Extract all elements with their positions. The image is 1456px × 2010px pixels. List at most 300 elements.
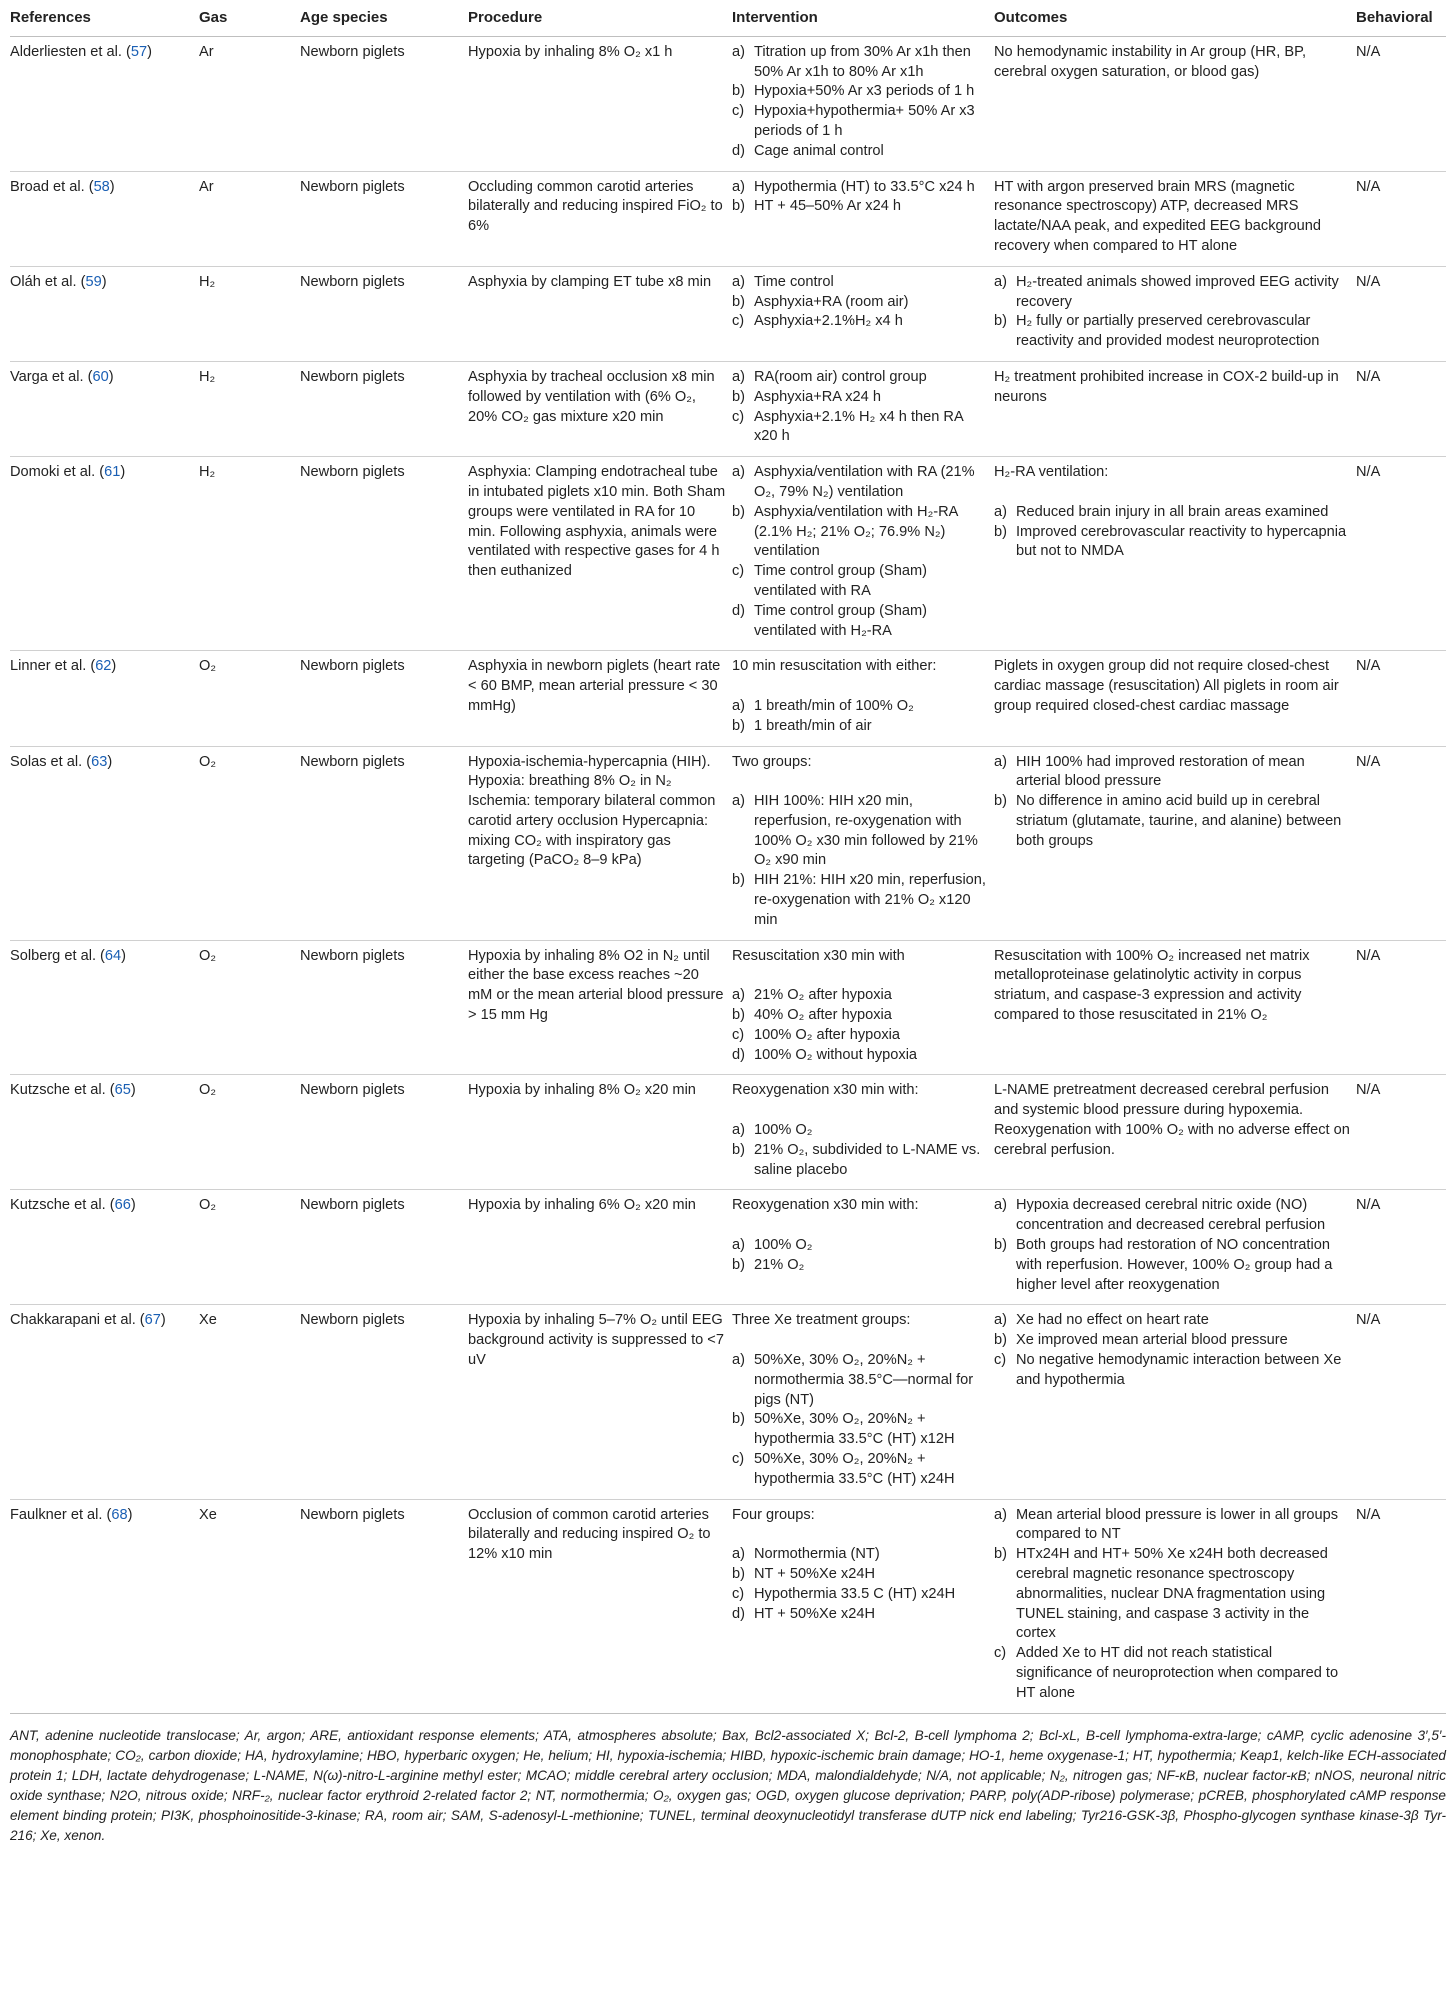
intervention-item-text: 21% O₂ after hypoxia — [754, 987, 892, 1004]
item-letter: b) — [994, 1332, 1007, 1349]
cell-reference: Kutzsche et al. (66) — [10, 1190, 199, 1305]
cell-gas: O₂ — [199, 651, 300, 746]
intervention-intro: Reoxygenation x30 min with: — [732, 1197, 919, 1214]
cell-procedure: Hypoxia by inhaling 8% O₂ x1 h — [468, 36, 732, 171]
cell-reference: Oláh et al. (59) — [10, 266, 199, 361]
header-intervention: Intervention — [732, 0, 994, 36]
cell-reference: Varga et al. (60) — [10, 361, 199, 456]
cell-intervention — [732, 651, 994, 746]
cell-intervention — [732, 746, 994, 940]
outcome-item — [994, 1351, 1350, 1391]
item-letter: a) — [994, 1312, 1007, 1329]
outcome-item-text: Xe had no effect on heart rate — [1016, 1312, 1209, 1329]
outcome-item — [994, 1196, 1350, 1236]
spacer — [732, 966, 988, 986]
intervention-item — [732, 503, 988, 562]
outcome-item — [994, 1311, 1350, 1331]
item-letter: a) — [732, 1237, 745, 1254]
outcome-list — [994, 1196, 1350, 1295]
intervention-item-text: Hypothermia 33.5 C (HT) x24H — [754, 1585, 956, 1602]
intervention-item-text: Asphyxia+2.1%H₂ x4 h — [754, 313, 903, 330]
cell-intervention — [732, 266, 994, 361]
citation-link[interactable]: 64 — [104, 947, 122, 964]
intervention-item-text: 1 breath/min of 100% O₂ — [754, 697, 914, 714]
cell-intervention — [732, 940, 994, 1075]
reference-author: Kutzsche et al. — [10, 1197, 106, 1214]
spacer — [732, 1525, 988, 1545]
intervention-list — [732, 986, 988, 1065]
item-letter: b) — [732, 388, 745, 405]
item-letter: c) — [732, 103, 745, 120]
item-letter: a) — [732, 697, 745, 714]
cell-age-species: Newborn piglets — [300, 651, 468, 746]
citation-link[interactable]: 62 — [95, 658, 112, 675]
header-gas: Gas — [199, 0, 300, 36]
table-footnote: ANT, adenine nucleotide translocase; Ar, argon; ARE, antioxidant response elements; ATA, atmospheres absolute; Bax, Bcl2-associated X; Bcl-2, B-cell lymphoma 2; Bcl-xL, B-cell lymphoma-extra-large; cAMP, cyclic adenosine 3′,5′-monophosphate; CO₂, carbon dioxide; HA, hydroxylamine; HBO, hyperbaric oxygen; He, helium; HI, hypoxia-ischemia; HIBD, hypoxic-ischemic brain damage; HO-1, heme oxygenase-1; HT, hypothermia; Keap1, kelch-like ECH-associated protein 1; LDH, lactate dehydrogenase; L-NAME, N(ω)-nitro-L-arginine methyl ester; MCAO; middle cerebral artery occlusion; MDA, malondialdehyde; N/A, not applicable; N₂, nitrogen gas; NF-κB, nuclear factor-κB; nNOS, neuronal nitric oxide synthase; N2O, nitrous oxide; NRF-₂, nuclear factor erythroid 2-related factor 2; NT, normothermia; O₂, oxygen gas; OGD, oxygen glucose deprivation; PARP, poly(ADP-ribose) polymerase; pCREB, phosphorylated cAMP response element binding protein; PI3K, phosphoinositide-3-kinase; RA, room air; SAM, S-adenosyl-L-methionine; TUNEL, terminal deoxynucleotidyl transferase dUTP nick end labeling; Tyr216-GSK-3β, Phospho-glycogen synthase kinase-3β Tyr-216; Xe, xenon. — [10, 1727, 1446, 1843]
page — [10, 0, 1446, 1846]
item-letter: b) — [994, 1237, 1007, 1254]
cell-reference: Chakkarapani et al. (67) — [10, 1305, 199, 1499]
table-row — [10, 651, 1446, 746]
intervention-list — [732, 178, 988, 218]
cell-intervention — [732, 171, 994, 266]
outcome-item — [994, 753, 1350, 793]
outcome-list — [994, 503, 1350, 562]
intervention-item — [732, 792, 988, 871]
cell-intervention — [732, 457, 994, 651]
intervention-item-text: NT + 50%Xe x24H — [754, 1565, 876, 1582]
outcome-item-text: Hypoxia decreased cerebral nitric oxide (NO) concentration and decreased cerebral perfusion — [1016, 1197, 1326, 1234]
cell-age-species: Newborn piglets — [300, 1499, 468, 1713]
reference-author: Oláh et al. — [10, 273, 77, 290]
intervention-item-text: Hypothermia (HT) to 33.5°C x24 h — [754, 178, 975, 195]
item-letter: b) — [732, 198, 745, 215]
spacer — [732, 1216, 988, 1236]
item-letter: b) — [732, 1256, 745, 1273]
outcome-item-text: H₂-treated animals showed improved EEG activity recovery — [1016, 273, 1339, 310]
item-letter: b) — [994, 793, 1007, 810]
cell-gas: Xe — [199, 1499, 300, 1713]
outcome-item — [994, 1644, 1350, 1703]
intervention-item-text: Hypoxia+hypothermia+ 50% Ar x3 periods of 1 h — [754, 103, 975, 139]
intervention-item — [732, 1351, 988, 1410]
outcome-intro: No hemodynamic instability in Ar group (HR, BP, cerebral oxygen saturation, or blood gas) — [994, 43, 1307, 80]
intervention-item — [732, 1046, 988, 1066]
intervention-item — [732, 1236, 988, 1256]
intervention-item-text: 21% O₂, subdivided to L-NAME vs. saline placebo — [754, 1141, 981, 1178]
intervention-intro: Three Xe treatment groups: — [732, 1312, 911, 1329]
outcome-intro: Resuscitation with 100% O₂ increased net matrix metalloproteinase gelatinolytic activity in corpus striatum, and caspase-3 expression and activity compared to those resuscitated in 21% O₂ — [994, 947, 1310, 1024]
item-letter: a) — [994, 753, 1007, 770]
cell-age-species: Newborn piglets — [300, 1305, 468, 1499]
intervention-item — [732, 1605, 988, 1625]
header-procedure: Procedure — [468, 0, 732, 36]
item-letter: a) — [994, 273, 1007, 290]
item-letter: b) — [732, 1141, 745, 1158]
table-row — [10, 266, 1446, 361]
citation-link[interactable]: 61 — [104, 464, 121, 481]
intervention-item — [732, 986, 988, 1006]
outcome-item — [994, 312, 1350, 352]
table-row — [10, 940, 1446, 1075]
intervention-item — [732, 717, 988, 737]
intervention-item-text: Asphyxia+RA (room air) — [754, 293, 909, 310]
intervention-item — [732, 388, 988, 408]
cell-procedure: Asphyxia in newborn piglets (heart rate < 60 BMP, mean arterial pressure < 30 mmHg) — [468, 651, 732, 746]
intervention-list — [732, 1121, 988, 1180]
intervention-item — [732, 312, 988, 332]
outcome-item-text: Reduced brain injury in all brain areas examined — [1016, 503, 1329, 520]
intervention-item-text: RA(room air) control group — [754, 368, 927, 385]
item-letter: b) — [994, 523, 1007, 540]
item-letter: d) — [732, 142, 745, 159]
cell-gas: O₂ — [199, 1075, 300, 1190]
item-letter: a) — [732, 273, 745, 290]
citation-link[interactable]: 58 — [93, 178, 110, 195]
intervention-item-text: 100% O₂ — [754, 1237, 813, 1254]
intervention-item — [732, 1121, 988, 1141]
cell-behavioral: N/A — [1356, 266, 1446, 361]
cell-procedure: Asphyxia by tracheal occlusion x8 min followed by ventilation with (6% O₂, 20% CO₂ gas mixture x20 min — [468, 361, 732, 456]
intervention-item — [732, 1026, 988, 1046]
cell-age-species: Newborn piglets — [300, 746, 468, 940]
cell-intervention — [732, 1305, 994, 1499]
outcome-item-text: HTx24H and HT+ 50% Xe x24H both decreased cerebral magnetic resonance spectroscopy abnormalities, nuclear DNA fragmentation using TUNEL staining, and caspase 3 activity in the cortex — [1016, 1546, 1328, 1642]
spacer — [994, 483, 1350, 503]
item-letter: a) — [732, 43, 745, 60]
intervention-item-text: Hypoxia+50% Ar x3 periods of 1 h — [754, 83, 975, 100]
citation-link[interactable]: 65 — [114, 1082, 131, 1099]
cell-age-species: Newborn piglets — [300, 940, 468, 1075]
item-letter: a) — [732, 464, 745, 481]
item-letter: a) — [994, 503, 1007, 520]
outcome-item — [994, 523, 1350, 563]
intervention-intro: 10 min resuscitation with either: — [732, 658, 937, 675]
intervention-item — [732, 1565, 988, 1585]
outcome-item — [994, 1236, 1350, 1295]
intervention-item — [732, 197, 988, 217]
intervention-item-text: Asphyxia/ventilation with H₂-RA (2.1% H₂; 21% O₂; 76.9% N₂) ventilation — [754, 503, 958, 560]
outcome-item — [994, 1331, 1350, 1351]
item-letter: a) — [994, 1197, 1007, 1214]
item-letter: a) — [994, 1506, 1007, 1523]
cell-procedure: Occlusion of common carotid arteries bilaterally and reducing inspired O₂ to 12% x10 min — [468, 1499, 732, 1713]
intervention-list — [732, 1545, 988, 1624]
intervention-list — [732, 463, 988, 641]
intervention-item-text: Time control group (Sham) ventilated with H₂-RA — [754, 602, 928, 639]
cell-age-species: Newborn piglets — [300, 1075, 468, 1190]
intervention-item — [732, 1410, 988, 1450]
cell-behavioral: N/A — [1356, 1190, 1446, 1305]
cell-behavioral: N/A — [1356, 1075, 1446, 1190]
outcome-item-text: Added Xe to HT did not reach statistical significance of neuroprotection when compared to HT alone — [1016, 1645, 1339, 1701]
item-letter: c) — [732, 1451, 745, 1467]
cell-outcomes — [994, 1305, 1356, 1499]
intervention-item-text: Asphyxia+2.1% H₂ x4 h then RA x20 h — [754, 408, 963, 445]
intervention-list — [732, 1236, 988, 1276]
item-letter: a) — [732, 793, 745, 810]
cell-outcomes — [994, 457, 1356, 651]
outcome-list — [994, 1506, 1350, 1704]
outcome-item — [994, 503, 1350, 523]
outcome-item-text: Mean arterial blood pressure is lower in all groups compared to NT — [1016, 1506, 1339, 1543]
studies-table — [10, 0, 1446, 1714]
cell-reference: Domoki et al. (61) — [10, 457, 199, 651]
cell-procedure: Occluding common carotid arteries bilaterally and reducing inspired FiO₂ to 6% — [468, 171, 732, 266]
outcome-intro: HT with argon preserved brain MRS (magnetic resonance spectroscopy) ATP, decreased MRS lactate/NAA peak, and expedited EEG background recovery when compared to HT alone — [994, 178, 1321, 254]
intervention-item — [732, 273, 988, 293]
item-letter: b) — [732, 503, 745, 520]
cell-procedure: Hypoxia by inhaling 6% O₂ x20 min — [468, 1190, 732, 1305]
intervention-item-text: 1 breath/min of air — [754, 717, 872, 734]
outcome-list — [994, 1311, 1350, 1390]
cell-procedure: Hypoxia by inhaling 5–7% O₂ until EEG background activity is suppressed to <7 uV — [468, 1305, 732, 1499]
cell-intervention — [732, 361, 994, 456]
intervention-item-text: Asphyxia+RA x24 h — [754, 388, 881, 405]
cell-gas: O₂ — [199, 940, 300, 1075]
cell-outcomes — [994, 1075, 1356, 1190]
intervention-item-text: Asphyxia/ventilation with RA (21% O₂, 79% N₂) ventilation — [754, 464, 975, 500]
cell-reference: Faulkner et al. (68) — [10, 1499, 199, 1713]
citation-link[interactable]: 59 — [85, 273, 102, 290]
cell-outcomes — [994, 940, 1356, 1075]
item-letter: a) — [732, 1122, 745, 1139]
cell-reference: Broad et al. (58) — [10, 171, 199, 266]
item-letter: c) — [994, 1352, 1007, 1369]
cell-procedure: Asphyxia: Clamping endotracheal tube in intubated piglets x10 min. Both Sham groups were ventilated in RA for 10 min. Following asphyxia, animals were ventilated with respective gases for 4 h then euthanized — [468, 457, 732, 651]
cell-intervention — [732, 36, 994, 171]
cell-behavioral: N/A — [1356, 1499, 1446, 1713]
header-outcomes: Outcomes — [994, 0, 1356, 36]
outcome-intro: Piglets in oxygen group did not require closed-chest cardiac massage (resuscitation) All piglets in room air group required closed-chest cardiac massage — [994, 658, 1339, 714]
intervention-item — [732, 871, 988, 930]
intervention-item-text: HT + 45–50% Ar x24 h — [754, 198, 901, 215]
intervention-list — [732, 368, 988, 447]
cell-behavioral: N/A — [1356, 746, 1446, 940]
table-row — [10, 457, 1446, 651]
cell-age-species: Newborn piglets — [300, 171, 468, 266]
intervention-item — [732, 293, 988, 313]
intervention-intro: Two groups: — [732, 753, 812, 770]
cell-behavioral: N/A — [1356, 171, 1446, 266]
table-header-row — [10, 0, 1446, 36]
outcome-item-text: H₂ fully or partially preserved cerebrovascular reactivity and provided modest neuroprotection — [1016, 313, 1320, 350]
intervention-intro: Reoxygenation x30 min with: — [732, 1082, 919, 1099]
cell-behavioral: N/A — [1356, 36, 1446, 171]
citation-link[interactable]: 67 — [144, 1312, 161, 1329]
intervention-item-text: 50%Xe, 30% O₂, 20%N₂ + normothermia 38.5°C—normal for pigs (NT) — [754, 1352, 974, 1408]
citation-link[interactable]: 57 — [130, 43, 148, 60]
cell-gas: Xe — [199, 1305, 300, 1499]
intervention-item — [732, 408, 988, 448]
reference-author: Alderliesten et al. — [10, 43, 122, 60]
intervention-item-text: 40% O₂ after hypoxia — [754, 1007, 892, 1024]
cell-behavioral: N/A — [1356, 651, 1446, 746]
cell-procedure: Asphyxia by clamping ET tube x8 min — [468, 266, 732, 361]
cell-reference: Solas et al. (63) — [10, 746, 199, 940]
citation-link[interactable]: 68 — [111, 1506, 128, 1523]
intervention-item — [732, 463, 988, 503]
item-letter: b) — [994, 1546, 1007, 1563]
intervention-item — [732, 178, 988, 198]
outcome-list — [994, 273, 1350, 352]
intervention-item-text: 100% O₂ — [754, 1122, 813, 1139]
item-letter: b) — [732, 1411, 745, 1428]
intervention-item — [732, 1450, 988, 1490]
cell-age-species: Newborn piglets — [300, 1190, 468, 1305]
item-letter: b) — [732, 717, 745, 734]
cell-age-species: Newborn piglets — [300, 36, 468, 171]
outcome-intro: H₂ treatment prohibited increase in COX-2 build-up in neurons — [994, 368, 1339, 405]
outcome-intro: H₂-RA ventilation: — [994, 464, 1109, 481]
table-row — [10, 171, 1446, 266]
citation-link[interactable]: 63 — [91, 753, 108, 770]
intervention-item-text: Time control group (Sham) ventilated with RA — [754, 563, 928, 599]
item-letter: c) — [732, 313, 745, 330]
reference-author: Faulkner et al. — [10, 1506, 103, 1523]
cell-gas: O₂ — [199, 1190, 300, 1305]
cell-intervention — [732, 1075, 994, 1190]
citation-link[interactable]: 66 — [114, 1197, 131, 1214]
intervention-list — [732, 273, 988, 332]
cell-reference: Alderliesten et al. (57) — [10, 36, 199, 171]
cell-gas: Ar — [199, 171, 300, 266]
intervention-item-text: Time control — [754, 273, 834, 290]
item-letter: a) — [732, 987, 745, 1004]
cell-outcomes — [994, 171, 1356, 266]
reference-author: Varga et al. — [10, 368, 84, 385]
spacer — [732, 1101, 988, 1121]
intervention-item-text: 100% O₂ after hypoxia — [754, 1026, 901, 1043]
cell-intervention — [732, 1190, 994, 1305]
intervention-item-text: 21% O₂ — [754, 1256, 805, 1273]
item-letter: d) — [732, 1046, 745, 1063]
item-letter: a) — [732, 1546, 745, 1563]
cell-procedure: Hypoxia by inhaling 8% O₂ x20 min — [468, 1075, 732, 1190]
item-letter: b) — [732, 872, 745, 889]
intervention-item — [732, 562, 988, 602]
intervention-item-text: 50%Xe, 30% O₂, 20%N₂ + hypothermia 33.5°C (HT) x24H — [754, 1451, 955, 1487]
spacer — [732, 677, 988, 697]
cell-age-species: Newborn piglets — [300, 266, 468, 361]
intervention-item — [732, 697, 988, 717]
cell-outcomes — [994, 1499, 1356, 1713]
item-letter: b) — [732, 293, 745, 310]
item-letter: c) — [732, 1026, 745, 1043]
cell-gas: H₂ — [199, 361, 300, 456]
cell-procedure: Hypoxia-ischemia-hypercapnia (HIH). Hypoxia: breathing 8% O₂ in N₂ Ischemia: temporary bilateral common carotid artery occlusion Hypercapnia: mixing CO₂ with inspiratory gas targeting (PaCO₂ 8–9 kPa) — [468, 746, 732, 940]
cell-behavioral: N/A — [1356, 940, 1446, 1075]
reference-author: Linner et al. — [10, 658, 87, 675]
intervention-item — [732, 368, 988, 388]
item-letter: c) — [994, 1645, 1007, 1662]
table-row — [10, 1190, 1446, 1305]
cell-procedure: Hypoxia by inhaling 8% O2 in N₂ until either the base excess reaches ~20 mM or the mean arterial blood pressure > 15 mm Hg — [468, 940, 732, 1075]
outcome-item — [994, 1545, 1350, 1644]
header-references: References — [10, 0, 199, 36]
intervention-item — [732, 82, 988, 102]
outcome-item-text: Improved cerebrovascular reactivity to hypercapnia but not to NMDA — [1016, 523, 1347, 560]
item-letter: b) — [994, 313, 1007, 330]
outcome-item — [994, 792, 1350, 851]
table-row — [10, 361, 1446, 456]
cell-reference: Solberg et al. (64) — [10, 940, 199, 1075]
citation-link[interactable]: 60 — [92, 368, 109, 385]
cell-gas: O₂ — [199, 746, 300, 940]
cell-outcomes — [994, 36, 1356, 171]
cell-reference: Linner et al. (62) — [10, 651, 199, 746]
outcome-list — [994, 753, 1350, 852]
item-letter: d) — [732, 602, 745, 619]
reference-author: Solberg et al. — [10, 947, 96, 964]
item-letter: b) — [732, 83, 745, 100]
cell-outcomes — [994, 361, 1356, 456]
reference-author: Domoki et al. — [10, 464, 96, 481]
intervention-list — [732, 697, 988, 737]
table-row — [10, 1305, 1446, 1499]
outcome-item-text: HIH 100% had improved restoration of mean arterial blood pressure — [1016, 753, 1305, 790]
cell-behavioral: N/A — [1356, 457, 1446, 651]
table-row — [10, 1075, 1446, 1190]
spacer — [732, 1331, 988, 1351]
intervention-item-text: Titration up from 30% Ar x1h then 50% Ar x1h to 80% Ar x1h — [754, 43, 971, 80]
table-body — [10, 36, 1446, 1713]
table-row — [10, 1499, 1446, 1713]
cell-age-species: Newborn piglets — [300, 361, 468, 456]
intervention-item — [732, 602, 988, 642]
intervention-item — [732, 1006, 988, 1026]
cell-intervention — [732, 1499, 994, 1713]
intervention-intro: Four groups: — [732, 1506, 815, 1523]
cell-outcomes — [994, 1190, 1356, 1305]
item-letter: c) — [732, 408, 745, 425]
reference-author: Chakkarapani et al. — [10, 1312, 136, 1329]
outcome-item-text: Xe improved mean arterial blood pressure — [1016, 1332, 1288, 1349]
outcome-item-text: Both groups had restoration of NO concentration with reperfusion. However, 100% O₂ group had a higher level after reoxygenation — [1016, 1237, 1333, 1293]
table-row — [10, 36, 1446, 171]
cell-gas: H₂ — [199, 266, 300, 361]
intervention-item-text: HT + 50%Xe x24H — [754, 1605, 876, 1622]
cell-behavioral: N/A — [1356, 1305, 1446, 1499]
outcome-item — [994, 1506, 1350, 1546]
header-age-species: Age species — [300, 0, 468, 36]
cell-outcomes — [994, 651, 1356, 746]
intervention-item-text: HIH 100%: HIH x20 min, reperfusion, re-oxygenation with 100% O₂ x30 min followed by 21% O₂ x90 min — [754, 793, 978, 869]
intervention-item — [732, 1545, 988, 1565]
cell-age-species: Newborn piglets — [300, 457, 468, 651]
item-letter: a) — [732, 178, 745, 195]
outcome-item-text: No difference in amino acid build up in cerebral striatum (glutamate, taurine, and alanine) between both groups — [1016, 793, 1342, 849]
header-behavioral: Behavioral — [1356, 0, 1446, 36]
intervention-item — [732, 102, 988, 142]
outcome-intro: L-NAME pretreatment decreased cerebral perfusion and systemic blood pressure during hypoxemia. Reoxygenation with 100% O₂ with no adverse effect on cerebral perfusion. — [994, 1082, 1350, 1158]
intervention-list — [732, 792, 988, 931]
cell-gas: H₂ — [199, 457, 300, 651]
intervention-item-text: 100% O₂ without hypoxia — [754, 1046, 918, 1063]
item-letter: c) — [732, 563, 745, 580]
item-letter: a) — [732, 1352, 745, 1369]
table-row — [10, 746, 1446, 940]
intervention-item — [732, 43, 988, 83]
outcome-item-text: No negative hemodynamic interaction between Xe and hypothermia — [1016, 1352, 1342, 1388]
intervention-item — [732, 142, 988, 162]
outcome-item — [994, 273, 1350, 313]
item-letter: d) — [732, 1605, 745, 1622]
reference-author: Broad et al. — [10, 178, 85, 195]
intervention-item — [732, 1256, 988, 1276]
cell-reference: Kutzsche et al. (65) — [10, 1075, 199, 1190]
intervention-item — [732, 1141, 988, 1181]
